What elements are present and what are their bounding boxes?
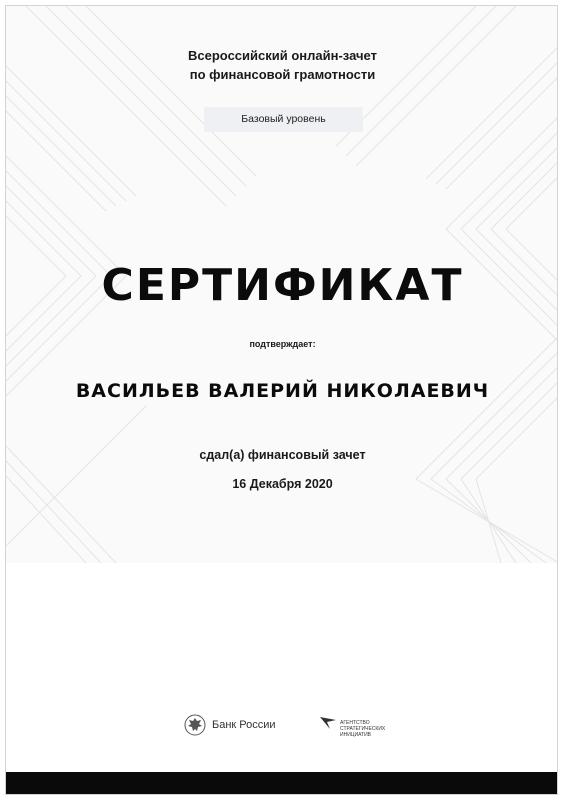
bank-of-russia-text: Банк России [212,719,276,731]
certificate-title: СЕРТИФИКАТ [101,260,464,311]
asi-arrow-icon [319,716,337,730]
competition-title-line2: по финансовой грамотности [189,67,376,82]
asi-text [340,720,385,738]
issue-date: 16 Декабря 2020 [232,477,333,491]
confirms-label: подтверждает: [249,339,316,349]
competition-title-line1: Всероссийский онлайн-зачет [188,48,377,63]
level-badge: Базовый уровень [204,107,363,132]
asi-text-line2: СТРАТЕГИЧЕСКИХ [340,726,386,732]
recipient-name: ВАСИЛЬЕВ ВАЛЕРИЙ НИКОЛАЕВИЧ [75,380,490,402]
passed-statement: сдал(а) финансовый зачет [199,448,366,462]
eagle-emblem-icon [184,714,206,736]
asi-text-line3: ИНИЦИАТИВ [340,732,372,738]
bank-of-russia-logo [184,712,276,738]
competition-title [6,46,558,84]
asi-text-line1: АГЕНТСТВО [340,720,370,726]
asi-logo [319,714,385,738]
certificate-page [5,5,558,795]
bottom-bar [6,772,558,795]
